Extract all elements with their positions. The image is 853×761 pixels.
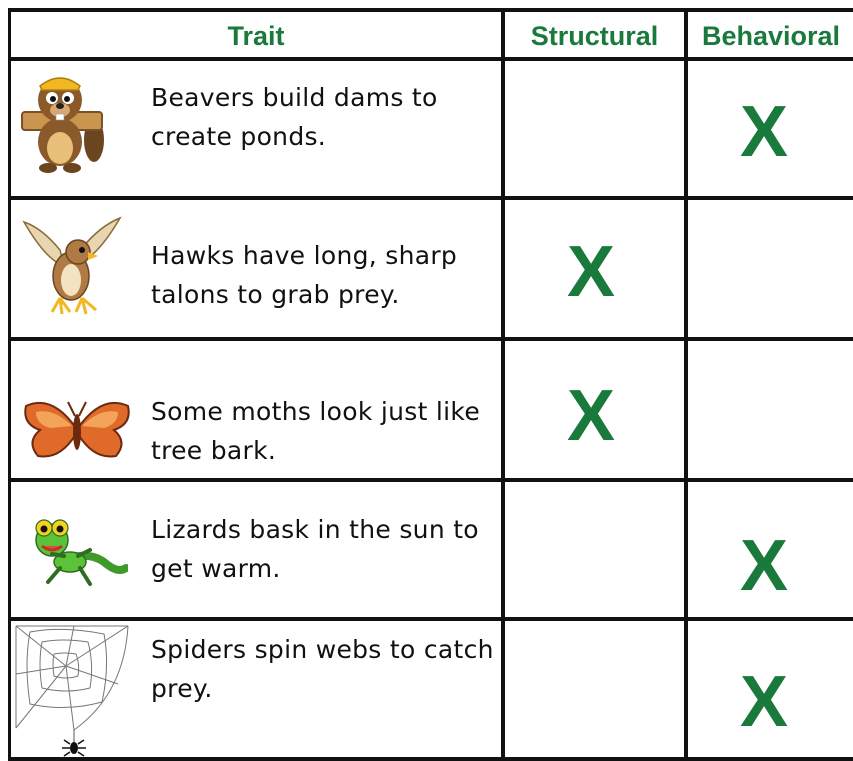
trait-line: Lizards bask in the sun to xyxy=(151,515,479,544)
behavioral-mark: X xyxy=(740,92,789,172)
trait-text xyxy=(151,392,501,470)
behavioral-mark: X xyxy=(740,662,789,742)
structural-mark: X xyxy=(567,376,616,456)
trait-text xyxy=(151,78,501,156)
header-trait: Trait xyxy=(227,20,285,51)
hawk-icon xyxy=(16,210,126,318)
column-divider-structural xyxy=(501,8,505,761)
column-divider-behavioral xyxy=(684,8,688,761)
table-border-bottom xyxy=(8,757,853,761)
trait-line: prey. xyxy=(151,674,213,703)
structural-mark: X xyxy=(567,232,616,312)
lizard-icon xyxy=(30,518,128,590)
moth-icon xyxy=(22,398,132,462)
trait-line: Beavers build dams to xyxy=(151,83,438,112)
trait-line: get warm. xyxy=(151,554,281,583)
behavioral-mark: X xyxy=(740,526,789,606)
beaver-icon xyxy=(18,70,106,174)
row-divider xyxy=(8,478,853,482)
row-divider xyxy=(8,617,853,621)
trait-text xyxy=(151,236,501,314)
table-border-left xyxy=(8,8,11,761)
trait-text xyxy=(151,510,501,588)
trait-line: tree bark. xyxy=(151,436,277,465)
trait-line: Spiders spin webs to catch xyxy=(151,635,494,664)
trait-line: talons to grab prey. xyxy=(151,280,400,309)
row-divider xyxy=(8,196,853,200)
trait-line: Some moths look just like xyxy=(151,397,480,426)
header-behavioral: Behavioral xyxy=(702,20,841,51)
spider-web-icon xyxy=(14,624,134,760)
row-divider xyxy=(8,337,853,341)
trait-text xyxy=(151,630,501,708)
trait-line: Hawks have long, sharp xyxy=(151,241,458,270)
header-structural: Structural xyxy=(530,20,659,51)
trait-line: create ponds. xyxy=(151,122,327,151)
table-border-top xyxy=(8,8,853,12)
